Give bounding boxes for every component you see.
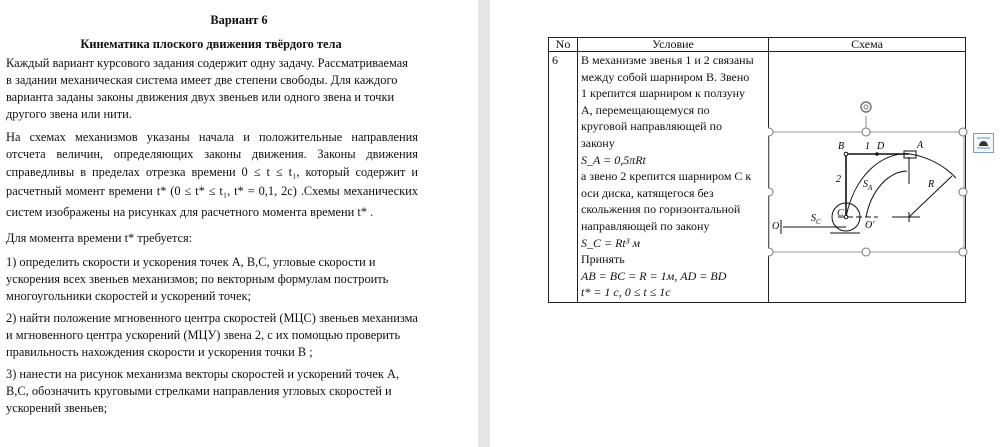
label-o: O [772,221,780,232]
label-c: C [837,208,844,219]
page-right [490,0,1000,447]
text-line: правильность нахождения скорости и ускорения точки В ; [6,345,313,359]
formula-sa: S_A = 0,5πRt [581,152,646,167]
label-sc: $S_C$ [811,213,821,226]
table-header-row [549,38,966,52]
label-sa: $S_A$ [863,179,873,192]
text-line: варианта заданы законы движения двух звеньев или одного звена и точки [6,90,395,104]
text-line: На схемах механизмов указаны начала и положительные направления [6,130,418,144]
text-line: расчетный момент времени t* (0 ≤ t* ≤ t₁, t* = 0,1, 2c) .Схемы механических [6,184,418,198]
text-line: Каждый вариант курсового задания содержит одну задачу. Рассматриваемая [6,56,408,70]
text-line: и мгновенного центра ускорений (МЦУ) звена 2, с их помощью проверить [6,328,401,342]
text-line: 1) определить скорости и ускорения точек А, В,С, угловые скорости и [6,255,376,269]
requirements-intro: Для момента времени t* требуется: [6,231,193,245]
text-line: а звено 2 крепится шарниром С к [581,169,752,184]
text-line: закону [581,135,615,150]
formula-sc: S_C = Rt³ м [581,235,641,250]
text-line: Принять [581,252,625,267]
label-1: 1 [865,141,870,152]
text-line: В,С, обозначить круговыми стрелками направления угловых скоростей и [6,384,392,398]
text-line: отсчета величин, определяющих законы движения. Законы движения [6,147,418,161]
label-a: A [917,140,924,151]
text-line: справедливы в пределах отрезка времени 0 ≤ t ≤ t₁, который содержит и [6,165,418,179]
text-line: В механизме звенья 1 и 2 связаны [581,53,754,67]
text-line: направляющей по закону [581,218,710,233]
page-left [0,0,478,447]
header-no: No [549,38,578,52]
text-line: другого звена или нити. [6,107,132,121]
mechanism-diagram[interactable] [768,52,978,307]
cell-condition [578,52,769,303]
text-line: систем изображены на рисунках для расчетного момента времени t* . [6,205,374,219]
doc-subtitle: Кинематика плоского движения твёрдого тела [80,37,342,51]
formula-time: t* = 1 c, 0 ≤ t ≤ 1c [581,285,671,300]
label-o-prime: O' [865,220,875,231]
text-line: ускорения всех звеньев механизмов; по векторным формулам построить [6,272,389,286]
text-line: ускорений звеньев; [6,401,108,415]
layout-options-icon[interactable] [973,133,994,153]
label-r: R [928,179,935,190]
text-line: 3) нанести на рисунок механизма векторы скоростей и ускорений точек А, [6,367,400,381]
text-line: скольжения по горизонтальной [581,202,741,217]
label-2: 2 [836,174,841,185]
text-line: многоугольники скоростей и ускорений точек; [6,289,251,303]
text-line: между собой шарниром В. Звено [581,69,750,84]
text-line: оси диска, катящегося без [581,185,714,200]
text-line: А, перемещающемуся по [581,102,710,117]
text-line: 1 крепится шарниром к ползуну [581,86,746,101]
formula-given: AB = BC = R = 1м, AD = BD [581,268,727,283]
header-scheme: Схема [769,38,966,52]
cell-no: 6 [549,52,578,303]
variant-table [548,37,966,303]
cell-scheme [769,52,966,303]
text-line: в задании механическая система имеет две степени свободы. Для каждого [6,73,398,87]
table-row [549,52,966,303]
label-b: B [838,141,845,152]
text-line: круговой направляющей по [581,119,723,134]
text-line: 2) найти положение мгновенного центра скоростей (МЦС) звеньев механизма [6,311,418,325]
label-d: D [877,141,885,152]
header-condition: Условие [578,38,769,52]
doc-title: Вариант 6 [210,13,268,27]
